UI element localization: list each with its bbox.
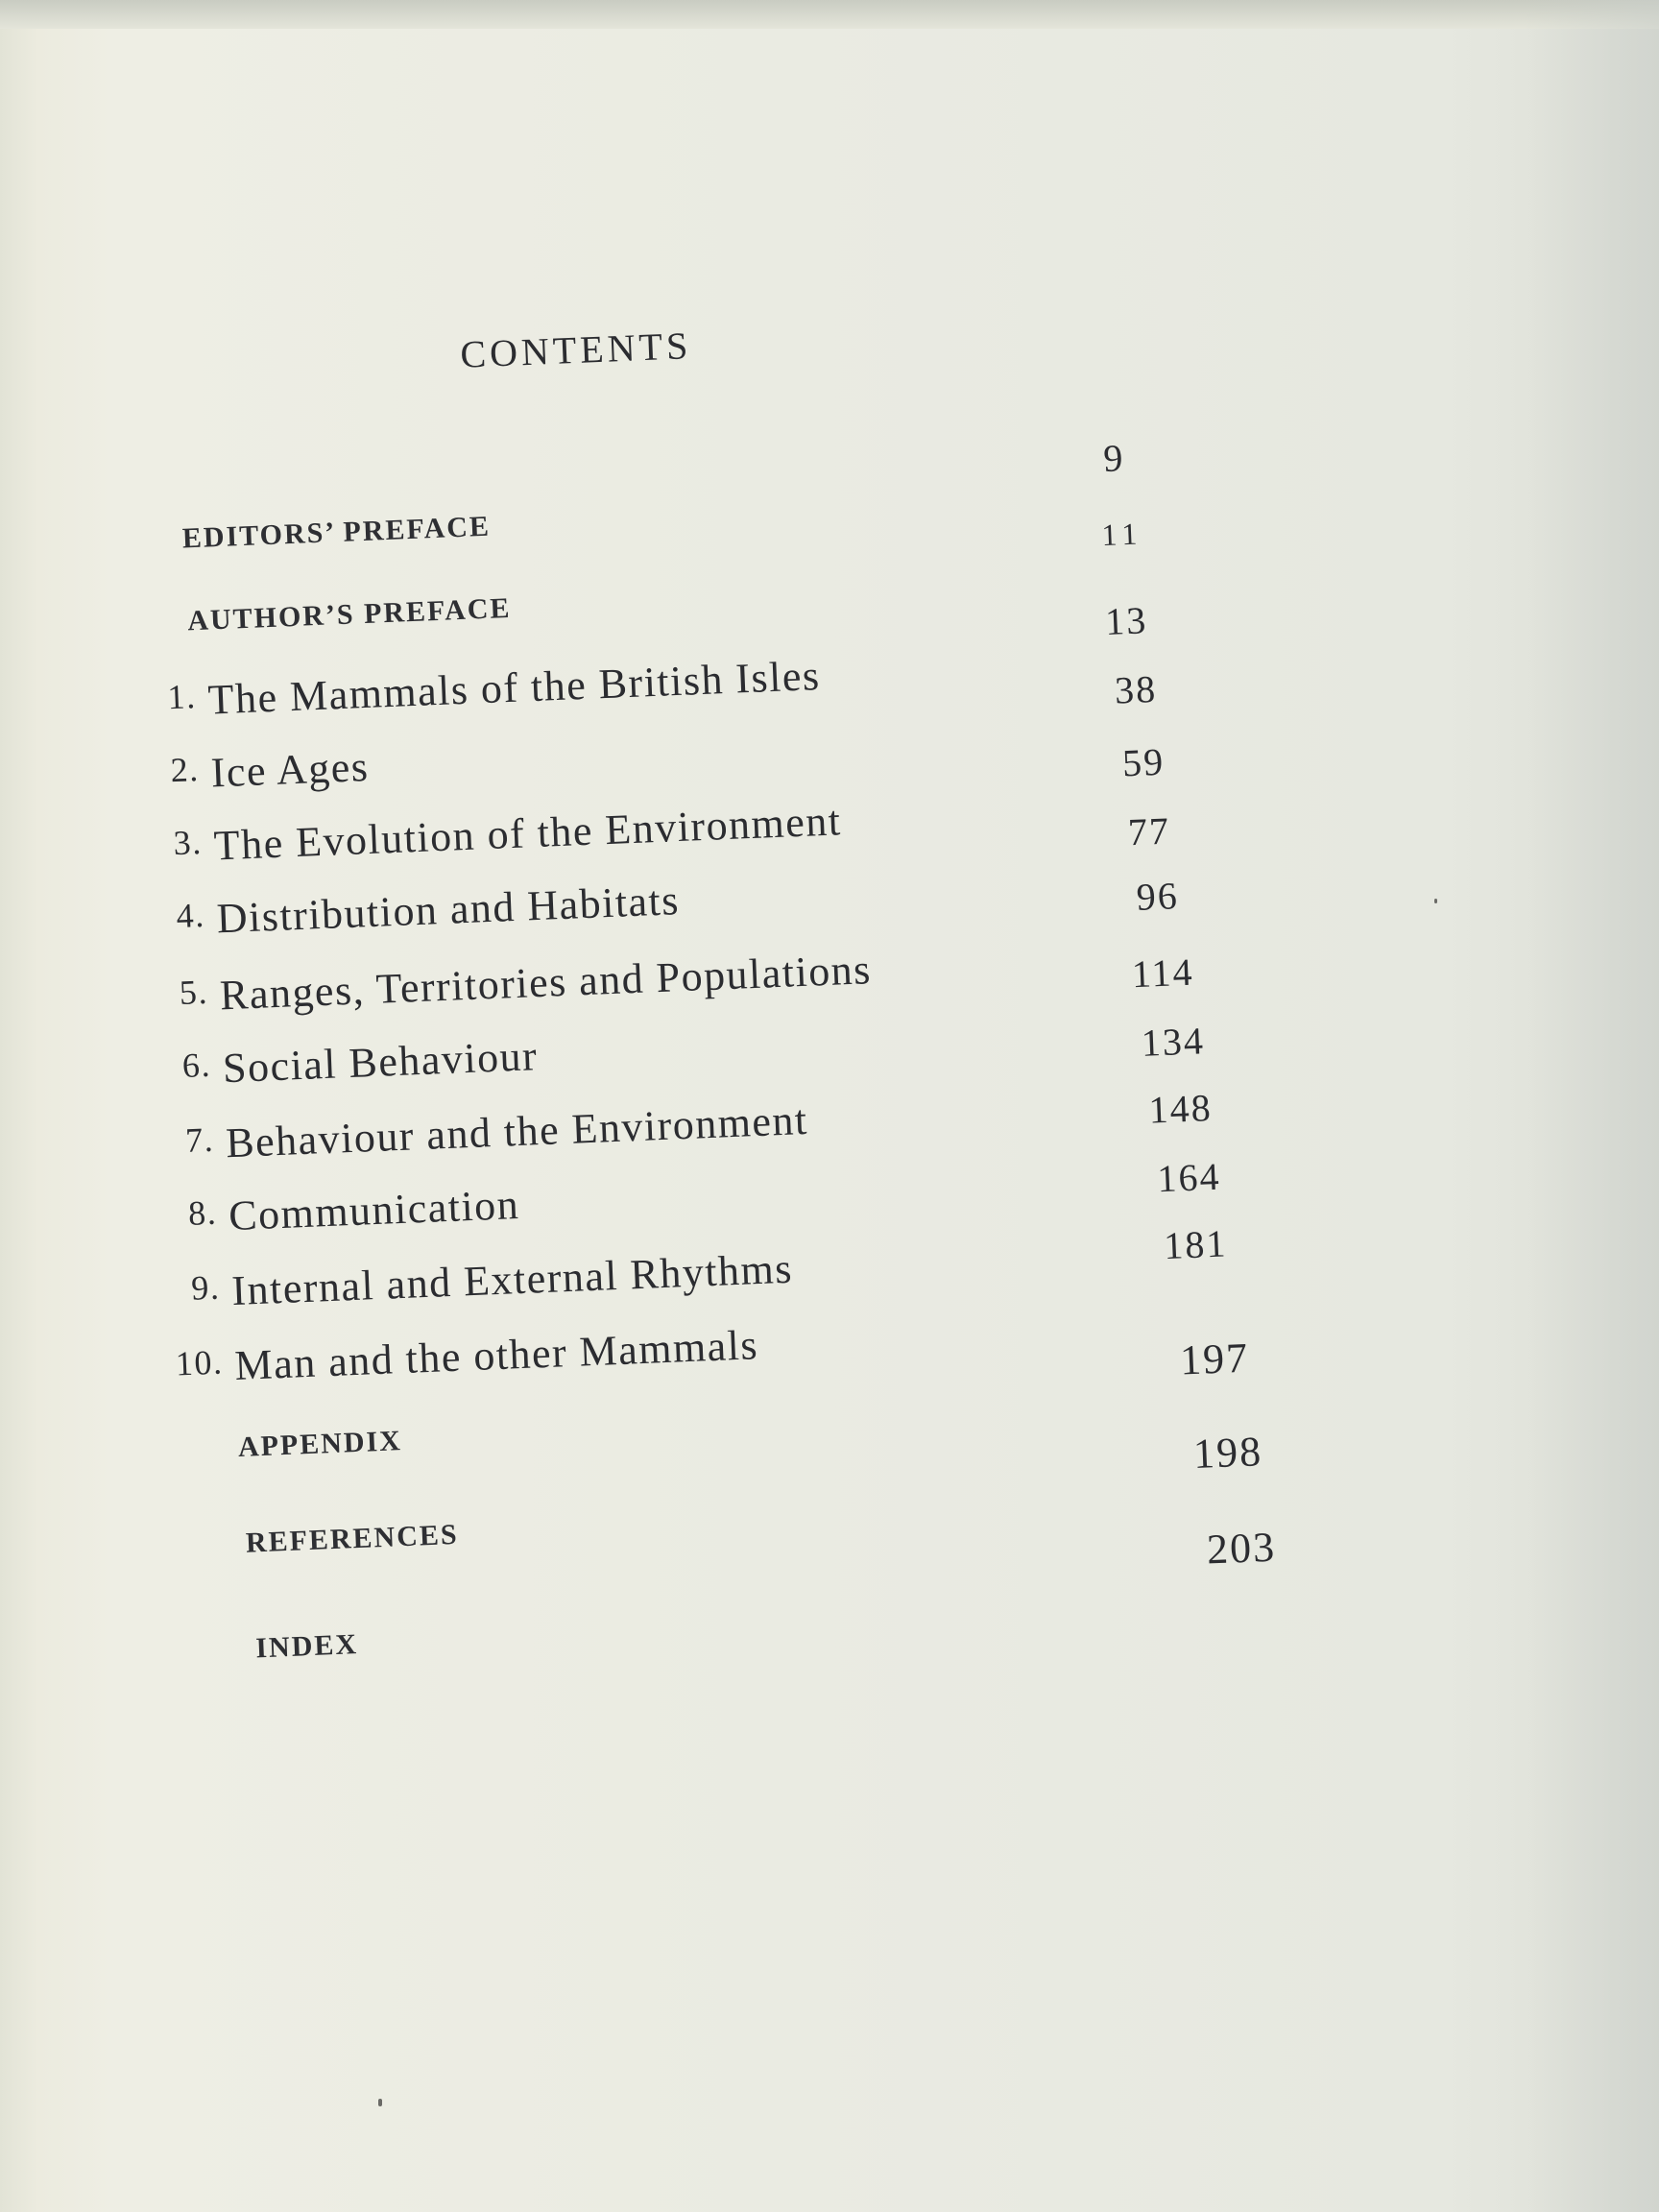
chapter-title: Ranges, Territories and Populations (219, 946, 873, 1020)
chapter-page: 148 (1147, 1085, 1214, 1132)
chapter-number: 6. (181, 1045, 212, 1085)
paper-speck (378, 2099, 382, 2106)
chapter-entry (156, 1095, 809, 1179)
chapter-page: 134 (1140, 1019, 1206, 1065)
chapter-page: 96 (1135, 874, 1180, 919)
chapter-number: 3. (172, 822, 204, 863)
front-matter-label: EDITORS’ PREFACE (181, 510, 492, 555)
chapter-title: The Evolution of the Environment (212, 797, 843, 870)
chapter-entry (153, 1032, 540, 1104)
chapter-page: 77 (1127, 808, 1171, 854)
chapter-title: Internal and External Rhythms (230, 1244, 794, 1315)
chapter-entry (144, 797, 843, 881)
chapter-number: 8. (187, 1192, 218, 1233)
chapter-number: 7. (184, 1119, 215, 1160)
contents-heading: CONTENTS (459, 324, 693, 376)
front-matter-page: 9 (1102, 436, 1126, 480)
chapter-title: Behaviour and the Environment (225, 1095, 809, 1167)
chapter-page: 181 (1163, 1221, 1229, 1268)
front-matter-label: AUTHOR’S PREFACE (186, 591, 513, 637)
chapter-page: 59 (1121, 739, 1166, 785)
chapter-entry (147, 877, 681, 954)
back-matter-page: 198 (1192, 1428, 1263, 1479)
chapter-title: Social Behaviour (222, 1032, 540, 1093)
chapter-entry (138, 651, 822, 735)
chapter-page: 114 (1131, 950, 1195, 997)
back-matter-label: INDEX (254, 1628, 359, 1665)
chapter-title: Communication (228, 1181, 521, 1240)
chapter-entry (141, 742, 371, 808)
back-matter-label: REFERENCES (245, 1518, 460, 1559)
chapter-number: 9. (190, 1267, 222, 1308)
chapter-title: Man and the other Mammals (233, 1321, 759, 1390)
chapter-number: 2. (169, 750, 201, 790)
chapter-entry (150, 946, 873, 1031)
chapter-number: 5. (179, 972, 209, 1013)
chapter-page: 38 (1114, 666, 1158, 712)
chapter-entry (165, 1321, 759, 1402)
back-matter-page: 203 (1206, 1523, 1277, 1574)
chapter-title: Distribution and Habitats (215, 877, 681, 943)
back-matter-label: APPENDIX (237, 1425, 403, 1463)
chapter-page: 164 (1156, 1154, 1222, 1201)
chapter-number: 10. (175, 1342, 225, 1383)
chapter-entry (158, 1181, 521, 1252)
chapter-title: The Mammals of the British Isles (206, 651, 822, 724)
back-matter-page: 197 (1179, 1334, 1251, 1384)
chapter-page: 13 (1104, 598, 1149, 643)
paper-speck (1434, 899, 1437, 903)
front-matter-page: 11 (1100, 516, 1144, 553)
chapter-number: 1. (166, 677, 198, 717)
chapter-entry (161, 1244, 794, 1327)
chapter-title: Ice Ages (209, 742, 371, 797)
chapter-number: 4. (175, 895, 206, 936)
